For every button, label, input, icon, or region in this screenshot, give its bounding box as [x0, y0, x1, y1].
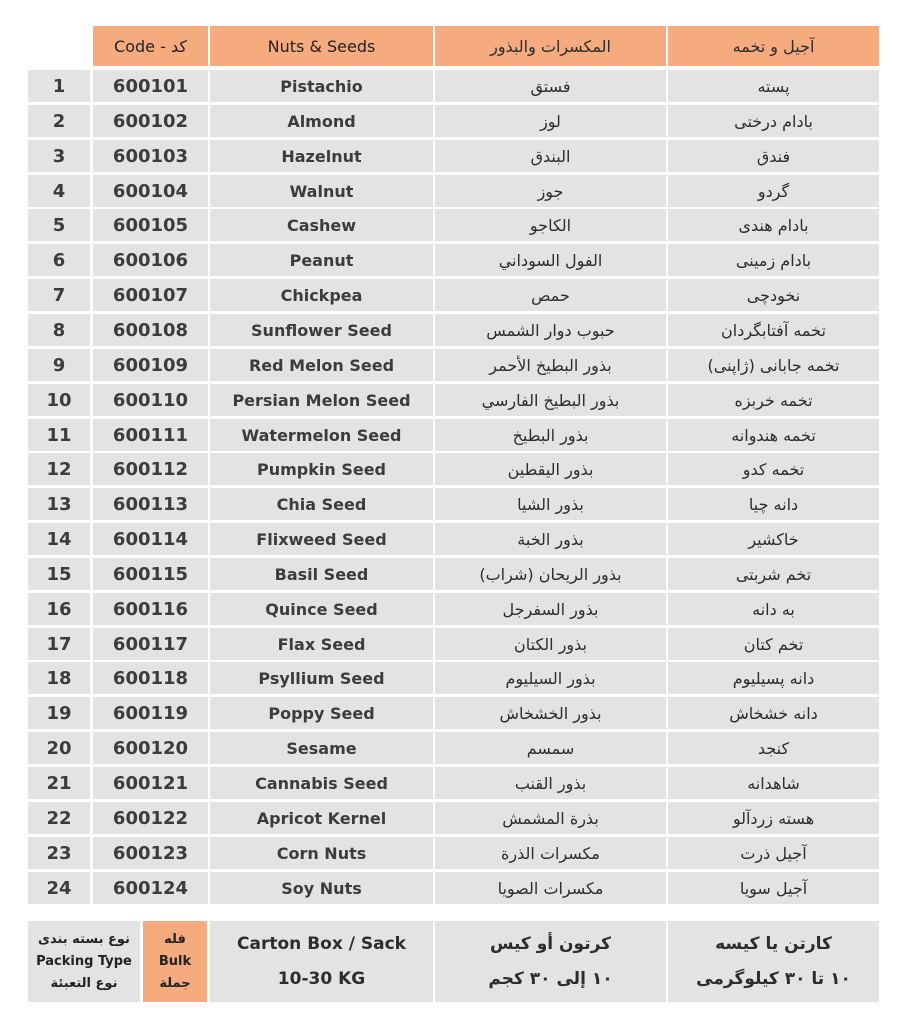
row-number: 11: [28, 419, 90, 451]
row-english-name: Cannabis Seed: [210, 767, 433, 799]
header-code: Code - کد: [93, 26, 208, 66]
row-number: 14: [28, 523, 90, 555]
packing-type-label: [28, 921, 140, 1002]
row-persian-name: پسته: [668, 70, 879, 102]
packing-label-fa: نوع بسته بندی: [38, 931, 130, 947]
row-code: 600103: [93, 140, 208, 172]
row-number: 12: [28, 453, 90, 485]
row-persian-name: بادام زمینی: [668, 244, 879, 276]
row-arabic-name: الفول السوداني: [435, 244, 666, 276]
row-persian-name: دانه پسیلیوم: [668, 662, 879, 694]
row-arabic-name: حمص: [435, 279, 666, 311]
row-code: 600115: [93, 558, 208, 590]
pack-fa: کارتن یا کیسه: [715, 934, 832, 955]
row-english-name: Persian Melon Seed: [210, 384, 433, 416]
row-persian-name: تخمه آفتابگردان: [668, 314, 879, 346]
row-code: 600123: [93, 837, 208, 869]
weight-fa: ١٠ تا ٣٠ کیلوگرمی: [696, 968, 851, 989]
row-number: 19: [28, 697, 90, 729]
row-persian-name: فندق: [668, 140, 879, 172]
header-english: Nuts & Seeds: [210, 26, 433, 66]
row-code: 600101: [93, 70, 208, 102]
row-code: 600110: [93, 384, 208, 416]
row-arabic-name: بذور الکتان: [435, 628, 666, 660]
row-persian-name: نخودچی: [668, 279, 879, 311]
row-english-name: Flax Seed: [210, 628, 433, 660]
row-persian-name: تخمه جابانی (ژاپنی): [668, 349, 879, 381]
row-persian-name: هسته زردآلو: [668, 802, 879, 834]
row-number: 1: [28, 70, 90, 102]
row-code: 600112: [93, 453, 208, 485]
weight-en: 10-30 KG: [277, 968, 366, 989]
row-code: 600114: [93, 523, 208, 555]
packing-label-ar: نوع التعبئة: [50, 975, 118, 991]
bulk-fa: فله: [164, 931, 186, 947]
row-english-name: Flixweed Seed: [210, 523, 433, 555]
row-code: 600105: [93, 209, 208, 241]
row-arabic-name: بذور القنب: [435, 767, 666, 799]
row-persian-name: تخمه کدو: [668, 453, 879, 485]
row-arabic-name: بذور الریحان (شراب): [435, 558, 666, 590]
bulk-cell: [143, 921, 207, 1002]
row-code: 600113: [93, 488, 208, 520]
row-number: 5: [28, 209, 90, 241]
row-code: 600104: [93, 175, 208, 207]
row-arabic-name: بذور البطیخ الفارسي: [435, 384, 666, 416]
row-code: 600122: [93, 802, 208, 834]
row-arabic-name: فستق: [435, 70, 666, 102]
row-english-name: Red Melon Seed: [210, 349, 433, 381]
row-arabic-name: بذور السفرجل: [435, 593, 666, 625]
row-arabic-name: البندق: [435, 140, 666, 172]
row-code: 600116: [93, 593, 208, 625]
row-number: 3: [28, 140, 90, 172]
row-arabic-name: بذور الشیا: [435, 488, 666, 520]
row-arabic-name: جوز: [435, 175, 666, 207]
row-english-name: Sesame: [210, 732, 433, 764]
row-number: 17: [28, 628, 90, 660]
row-number: 13: [28, 488, 90, 520]
header-persian: آجیل و تخمه: [668, 26, 879, 66]
row-arabic-name: بذور الیقطین: [435, 453, 666, 485]
row-english-name: Pistachio: [210, 70, 433, 102]
row-number: 6: [28, 244, 90, 276]
row-persian-name: آجیل ذرت: [668, 837, 879, 869]
packing-label-en: Packing Type: [36, 953, 132, 969]
row-number: 16: [28, 593, 90, 625]
row-persian-name: دانه چیا: [668, 488, 879, 520]
row-english-name: Walnut: [210, 175, 433, 207]
row-persian-name: تخم شربتی: [668, 558, 879, 590]
row-code: 600106: [93, 244, 208, 276]
row-number: 18: [28, 662, 90, 694]
row-number: 24: [28, 872, 90, 904]
row-persian-name: تخمه هندوانه: [668, 419, 879, 451]
row-arabic-name: حبوب دوار الشمس: [435, 314, 666, 346]
row-number: 20: [28, 732, 90, 764]
row-english-name: Almond: [210, 105, 433, 137]
row-code: 600111: [93, 419, 208, 451]
row-number: 7: [28, 279, 90, 311]
row-persian-name: به دانه: [668, 593, 879, 625]
row-english-name: Corn Nuts: [210, 837, 433, 869]
row-arabic-name: بذرة المشمش: [435, 802, 666, 834]
row-persian-name: کنجد: [668, 732, 879, 764]
row-code: 600118: [93, 662, 208, 694]
packing-persian: [668, 921, 879, 1002]
row-code: 600102: [93, 105, 208, 137]
row-code: 600121: [93, 767, 208, 799]
row-arabic-name: بذور الخشخاش: [435, 697, 666, 729]
row-number: 22: [28, 802, 90, 834]
row-persian-name: بادام هندی: [668, 209, 879, 241]
row-english-name: Basil Seed: [210, 558, 433, 590]
row-arabic-name: مکسرات الصویا: [435, 872, 666, 904]
row-code: 600120: [93, 732, 208, 764]
row-persian-name: گردو: [668, 175, 879, 207]
row-number: 15: [28, 558, 90, 590]
row-english-name: Hazelnut: [210, 140, 433, 172]
row-english-name: Sunflower Seed: [210, 314, 433, 346]
row-english-name: Cashew: [210, 209, 433, 241]
row-code: 600117: [93, 628, 208, 660]
row-number: 2: [28, 105, 90, 137]
row-persian-name: تخمه خربزه: [668, 384, 879, 416]
row-number: 9: [28, 349, 90, 381]
row-arabic-name: مکسرات الذرة: [435, 837, 666, 869]
row-number: 21: [28, 767, 90, 799]
row-english-name: Apricot Kernel: [210, 802, 433, 834]
row-english-name: Pumpkin Seed: [210, 453, 433, 485]
row-english-name: Chickpea: [210, 279, 433, 311]
row-arabic-name: سمسم: [435, 732, 666, 764]
row-english-name: Psyllium Seed: [210, 662, 433, 694]
row-arabic-name: الکاجو: [435, 209, 666, 241]
pack-en: Carton Box / Sack: [237, 934, 406, 955]
row-arabic-name: بذور السیلیوم: [435, 662, 666, 694]
row-english-name: Poppy Seed: [210, 697, 433, 729]
header-arabic: المکسرات والبذور: [435, 26, 666, 66]
row-persian-name: بادام درختی: [668, 105, 879, 137]
row-code: 600107: [93, 279, 208, 311]
row-code: 600119: [93, 697, 208, 729]
row-english-name: Soy Nuts: [210, 872, 433, 904]
row-english-name: Chia Seed: [210, 488, 433, 520]
weight-ar: ١٠ إلی ٣٠ کجم: [488, 968, 613, 989]
bulk-en: Bulk: [158, 953, 192, 969]
row-persian-name: شاهدانه: [668, 767, 879, 799]
row-persian-name: تخم کتان: [668, 628, 879, 660]
row-persian-name: خاکشیر: [668, 523, 879, 555]
row-arabic-name: بذور الخبة: [435, 523, 666, 555]
row-number: 23: [28, 837, 90, 869]
row-code: 600124: [93, 872, 208, 904]
row-number: 4: [28, 175, 90, 207]
row-arabic-name: بذور البطیخ: [435, 419, 666, 451]
row-code: 600108: [93, 314, 208, 346]
row-number: 8: [28, 314, 90, 346]
pack-ar: کرتون أو کیس: [489, 934, 612, 955]
row-english-name: Peanut: [210, 244, 433, 276]
row-arabic-name: لوز: [435, 105, 666, 137]
bulk-ar: جملة: [159, 975, 191, 991]
row-persian-name: دانه خشخاش: [668, 697, 879, 729]
packing-english: [210, 921, 433, 1002]
row-persian-name: آجیل سویا: [668, 872, 879, 904]
row-code: 600109: [93, 349, 208, 381]
row-english-name: Watermelon Seed: [210, 419, 433, 451]
packing-arabic: [435, 921, 666, 1002]
row-arabic-name: بذور البطیخ الأحمر: [435, 349, 666, 381]
row-english-name: Quince Seed: [210, 593, 433, 625]
row-number: 10: [28, 384, 90, 416]
